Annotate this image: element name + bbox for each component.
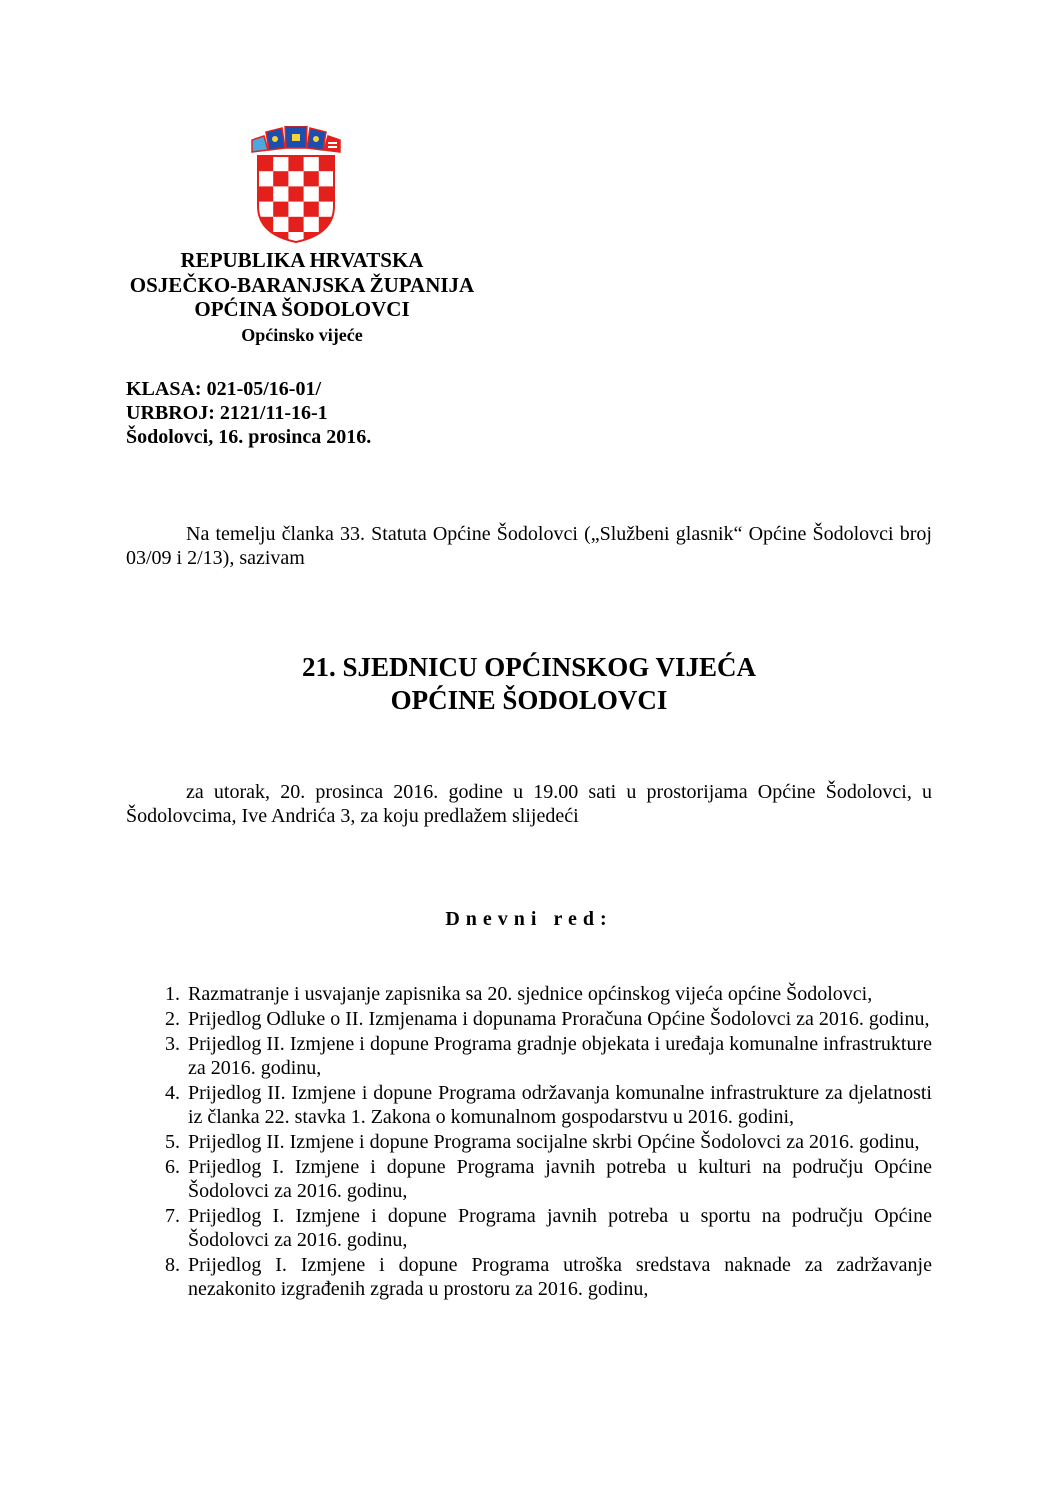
header-body: Općinsko vijeće [241, 325, 363, 345]
shield-red-square [288, 186, 303, 201]
shield-red-square [304, 202, 319, 217]
agenda-item [150, 1155, 932, 1203]
intro-paragraph: Na temelju članka 33. Statuta Općine Šodolovci („Službeni glasnik“ Općine Šodolovci broj 03/09 i 2/13), sazivam [126, 523, 932, 569]
shield-red-square [258, 186, 273, 201]
shield-red-square [304, 171, 319, 186]
shield-red-square [288, 217, 303, 232]
agenda-item-text: Razmatranje i usvajanje zapisnika sa 20. sjednice općinskog vijeća općine Šodolovci, [188, 983, 873, 1005]
agenda-item-number: 4. [165, 1082, 180, 1104]
meeting-paragraph: za utorak, 20. prosinca 2016. godine u 19.00 sati u prostorijama Općine Šodolovci, u Šodolovcima, Ive Andrića 3, za koju predlažem slijedeći [126, 781, 932, 827]
agenda-item-text: Prijedlog Odluke o II. Izmjenama i dopunama Proračuna Općine Šodolovci za 2016. godinu, [188, 1008, 930, 1030]
document-title-line1: 21. SJEDNICU OPĆINSKOG VIJEĆA [301, 652, 757, 682]
agenda-item-text: Prijedlog I. Izmjene i dopune Programa javnih potreba u sportu na području Općine Šodolovci za 2016. godinu, [188, 1205, 932, 1251]
shield-red-square [258, 156, 273, 171]
header-municipality: OPĆINA ŠODOLOVCI [194, 297, 410, 321]
place-date: Šodolovci, 16. prosinca 2016. [126, 426, 372, 448]
shield-red-square [288, 156, 303, 171]
agenda-heading: Dnevni red: [445, 908, 613, 930]
agenda-item-number: 7. [165, 1205, 180, 1227]
shield-red-square [319, 156, 334, 171]
agenda-item [150, 1253, 932, 1301]
agenda-item-text: Prijedlog I. Izmjene i dopune Programa javnih potreba u kulturi na području Općine Šodolovci za 2016. godinu, [188, 1156, 932, 1202]
agenda-item-number: 3. [165, 1033, 180, 1055]
croatian-coat-of-arms [250, 126, 342, 244]
agenda-item [150, 982, 932, 1006]
shield-red-square [273, 202, 288, 217]
crown [252, 126, 340, 152]
agenda-item-number: 1. [165, 983, 180, 1005]
shield-red-square [319, 186, 334, 201]
klasa: KLASA: 021-05/16-01/ [126, 378, 321, 400]
agenda-item [150, 1130, 932, 1154]
agenda-item-text: Prijedlog II. Izmjene i dopune Programa gradnje objekata i uređaja komunalne infrastrukture za 2016. godinu, [188, 1033, 932, 1079]
agenda-item-text: Prijedlog II. Izmjene i dopune Programa socijalne skrbi Općine Šodolovci za 2016. godinu, [188, 1131, 920, 1153]
agenda-item [150, 1007, 932, 1031]
document-title-line2: OPĆINE ŠODOLOVCI [390, 685, 668, 715]
agenda-item-number: 2. [165, 1008, 180, 1030]
agenda-item [150, 1032, 932, 1080]
urbroj: URBROJ: 2121/11-16-1 [126, 402, 328, 424]
shield-red-square [273, 171, 288, 186]
agenda-item [150, 1081, 932, 1129]
agenda-list [150, 982, 932, 1302]
agenda-item-text: Prijedlog I. Izmjene i dopune Programa utroška sredstava naknade za zadržavanje nezakonito izgrađenih zgrada u prostoru za 2016. godinu, [188, 1254, 932, 1300]
agenda-item-number: 6. [165, 1156, 180, 1178]
header-county: OSJEČKO-BARANJSKA ŽUPANIJA [129, 273, 475, 297]
agenda-item-number: 5. [165, 1131, 180, 1153]
agenda-item-number: 8. [165, 1254, 180, 1276]
header-country: REPUBLIKA HRVATSKA [180, 248, 424, 272]
agenda-item-text: Prijedlog II. Izmjene i dopune Programa održavanja komunalne infrastrukture za djelatnosti iz članka 22. stavka 1. Zakona o komunalnom gospodarstvu u 2016. godini, [188, 1082, 932, 1128]
agenda-item [150, 1204, 932, 1252]
